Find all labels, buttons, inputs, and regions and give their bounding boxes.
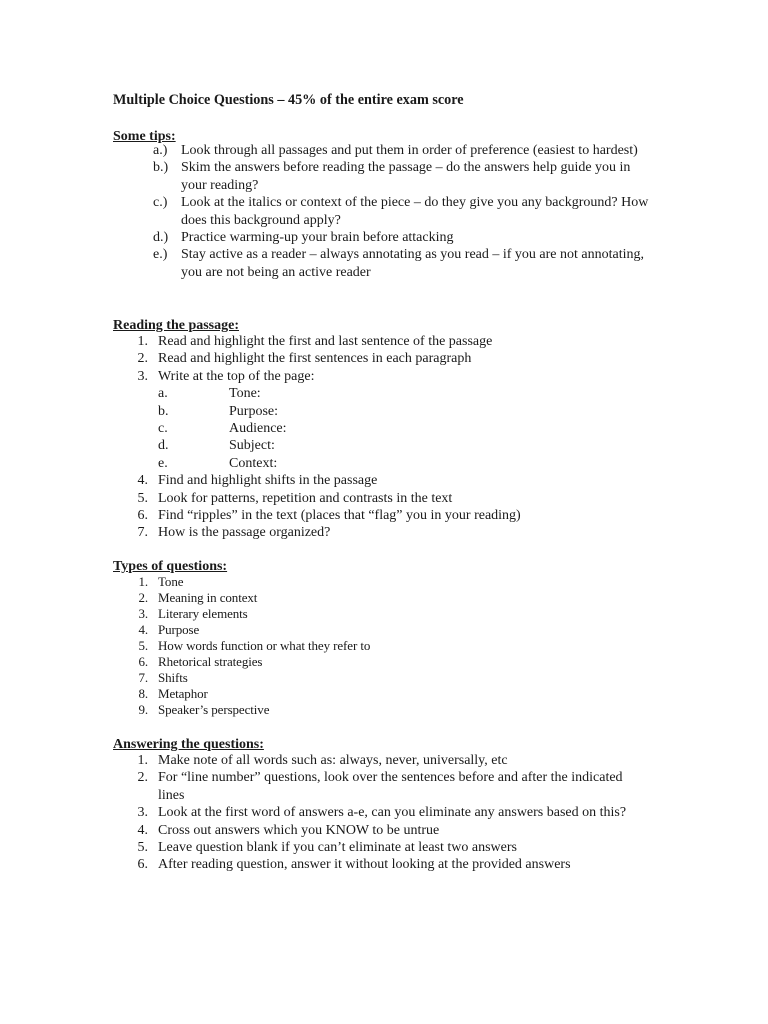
list-marker: 5. <box>138 637 148 653</box>
answering-step <box>130 752 640 769</box>
list-marker: 1. <box>137 334 148 349</box>
list-item-text: Metaphor <box>158 685 208 701</box>
list-item-text: Leave question blank if you can’t eliminate at least two answers <box>158 840 517 856</box>
question-type-item <box>130 686 550 702</box>
list-item-text: Context: <box>229 455 278 471</box>
answering-step <box>130 856 640 873</box>
question-type-item <box>130 590 550 606</box>
list-item-text: Tone: <box>229 386 261 402</box>
list-item-text: Purpose <box>158 621 200 637</box>
list-item-text: Meaning in context <box>158 589 258 605</box>
list-item-text: Write at the top of the page: <box>158 368 315 384</box>
list-marker: a. <box>158 386 168 402</box>
list-marker: e.) <box>153 247 168 263</box>
reading-heading: Reading the passage: <box>113 318 240 333</box>
reading-step <box>130 507 650 524</box>
tip-item <box>155 246 655 281</box>
list-item-text: Rhetorical strategies <box>158 653 263 669</box>
list-item-text: Skim the answers before reading the passage – do the answers help guide you in your reading? <box>181 160 631 193</box>
list-marker: b. <box>158 403 169 419</box>
list-item-text: After reading question, answer it without looking at the provided answers <box>158 857 571 873</box>
tips-heading: Some tips: <box>113 129 176 144</box>
tip-item <box>155 159 655 194</box>
sub-list-item <box>158 420 650 437</box>
list-item-text: Audience: <box>229 421 287 437</box>
question-type-item <box>130 670 550 686</box>
list-item-text: Look at the first word of answers a-e, can you eliminate any answers based on this? <box>158 805 627 821</box>
list-marker: 6. <box>137 508 148 524</box>
list-marker: b.) <box>153 160 169 176</box>
list-item-text: Shifts <box>158 669 188 685</box>
question-type-item <box>130 606 550 622</box>
list-item-text: Cross out answers which you KNOW to be untrue <box>158 822 440 838</box>
types-heading: Types of questions: <box>113 559 228 574</box>
reading-step <box>130 368 650 472</box>
list-marker: e. <box>158 455 168 471</box>
list-marker: 9. <box>138 701 148 717</box>
sub-list <box>158 385 650 472</box>
list-item-text: Literary elements <box>158 605 248 621</box>
list-marker: 8. <box>138 685 148 701</box>
list-marker: a.) <box>153 143 168 158</box>
list-marker: 4. <box>137 473 148 489</box>
list-item-text: Read and highlight the first and last sentence of the passage <box>158 334 493 349</box>
sub-list-item <box>158 403 650 420</box>
list-item-text: Subject: <box>229 438 275 454</box>
list-marker: 7. <box>137 525 148 541</box>
types-list <box>130 574 550 718</box>
reading-step <box>130 490 650 507</box>
question-type-item <box>130 654 550 670</box>
tip-item <box>155 194 655 229</box>
reading-step <box>130 524 650 541</box>
list-marker: c.) <box>153 195 168 211</box>
list-marker: 5. <box>137 490 148 506</box>
list-item-text: Find and highlight shifts in the passage <box>158 473 378 489</box>
list-marker: 6. <box>137 857 148 873</box>
reading-step <box>130 472 650 489</box>
list-marker: 5. <box>137 840 148 856</box>
answering-step <box>130 769 640 804</box>
reading-step <box>130 333 650 350</box>
list-item-text: Stay active as a reader – always annotating as you read – if you are not annotating, you are not being an active reader <box>181 247 645 280</box>
reading-step <box>130 350 650 367</box>
list-item-text: Make note of all words such as: always, never, universally, etc <box>158 753 508 768</box>
list-item-text: Speaker’s perspective <box>158 701 270 717</box>
answering-heading: Answering the questions: <box>113 737 264 752</box>
list-marker: 6. <box>138 653 148 669</box>
sub-list-item <box>158 437 650 454</box>
list-marker: 4. <box>137 822 148 838</box>
sub-list-item <box>158 385 650 402</box>
list-marker: c. <box>158 421 168 437</box>
list-item-text: Read and highlight the first sentences in each paragraph <box>158 351 472 367</box>
list-marker: d.) <box>153 230 169 246</box>
list-marker: 2. <box>137 351 148 367</box>
question-type-item <box>130 638 550 654</box>
answering-step <box>130 804 640 821</box>
list-item-text: Look for patterns, repetition and contrasts in the text <box>158 490 453 506</box>
list-marker: 3. <box>137 805 148 821</box>
answering-list <box>130 752 640 874</box>
tips-list <box>155 142 655 281</box>
reading-list <box>130 333 650 542</box>
list-marker: 3. <box>138 605 148 621</box>
list-item-text: Look through all passages and put them in order of preference (easiest to hardest) <box>181 143 638 158</box>
list-item-text: Find “ripples” in the text (places that “flag” you in your reading) <box>158 508 521 524</box>
list-item-text: Look at the italics or context of the piece – do they give you any background? How does this background apply? <box>181 195 649 228</box>
question-type-item <box>130 574 550 590</box>
tip-item <box>155 142 655 159</box>
list-marker: 2. <box>137 770 148 786</box>
tip-item <box>155 229 655 246</box>
list-marker: 7. <box>138 669 148 685</box>
list-marker: 2. <box>138 589 148 605</box>
document-title: Multiple Choice Questions – 45% of the entire exam score <box>113 92 464 108</box>
list-item-text: Practice warming-up your brain before attacking <box>181 230 454 246</box>
answering-step <box>130 822 640 839</box>
sub-list-item <box>158 455 650 472</box>
list-item-text: Purpose: <box>229 403 278 419</box>
list-item-text: How is the passage organized? <box>158 525 331 541</box>
list-item-text: For “line number” questions, look over the sentences before and after the indicated lines <box>158 770 623 803</box>
list-item-text: How words function or what they refer to <box>158 637 371 653</box>
question-type-item <box>130 702 550 718</box>
answering-step <box>130 839 640 856</box>
question-type-item <box>130 622 550 638</box>
list-marker: 4. <box>138 621 148 637</box>
list-marker: 3. <box>137 368 148 384</box>
list-marker: d. <box>158 438 169 454</box>
list-marker: 1. <box>137 753 148 768</box>
list-item-text: Tone <box>158 574 184 589</box>
list-marker: 1. <box>138 574 148 589</box>
